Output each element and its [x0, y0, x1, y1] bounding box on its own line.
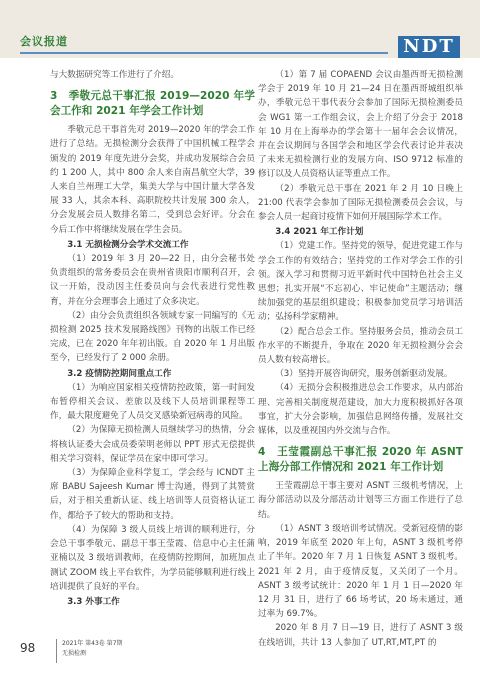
paragraph: 季敬元总干事首先对 2019—2020 年的学会工作进行了总结。无损检测分会获得了中国机械工程学会颁发的 2019 年度先进分会奖，并成功发展综合会员约 1 200 人，其中 800 余人来自南昌航空大学，39 人来自兰州理工大学，集美大学与中国计量大学各发展 33 人，其余本科、高职院校共计发展 300 余人，分会发展会员人数排名第二，受到总会好评。分会在今后工作中将继续发展在学生会员。 [50, 125, 255, 235]
ndt-logo: NDT [398, 36, 460, 58]
paragraph: （1）2019 年 3 月 20—22 日，由分会秘书处负责组织的常务委员会在贵州省贵阳市顺利召开，会议一开始，没动因主任委员向与会代表进行党性教育，并在分会理事会上通过了众多决定。 [50, 254, 255, 307]
paragraph: （2）由分会负责组织各领域专家一同编写的《无损检测 2025 技术发展路线图》刊物的出版工作已经完成，已在 2020 年年初出版。自 2020 年 1 月出版至今，已经发行了 2 000 余册。 [50, 310, 255, 364]
paragraph: （3）为保障企业科学复工，学会经与 ICNDT 主席 BABU Sajeesh Kumar 博士沟通，得到了其赞赏后，对于相关重新认证、线上培训等人员资格认证工作，都给予了较大的帮助和支持。 [50, 468, 255, 521]
right-column [258, 68, 463, 650]
journal-issue: 2021年 第43卷 第7期 [62, 640, 123, 647]
paragraph: 王莹霞副总干事主要对 ASNT 三级机考情况，上海分部活动以及分部活动计划等三方面工作进行了总结。 [258, 481, 463, 520]
paragraph: （1）为响应国家相关疫情防控政策，第一时间发布暂停相关会议、差旅以及线下人员培训课程等工作，最大限度避免了人员交叉感染新冠病毒的风险。 [50, 382, 255, 422]
paragraph: （1）ASNT 3 级培训考试情况。受新冠疫情的影响，2019 年底至 2020 年上旬，ASNT 3 级机考停止了半年。2020 年 7 月 1 日恢复 ASNT 3 级机考。2021 年 2 月，由于疫情反复，又关闭了一个月。ASNT 3 级考试统计：2020 年 1 月 1 日—2020 年 12 月 31 日，进行了 66 场考试，20 场未通过，通过率为 69.7%。 [258, 523, 463, 620]
section-4-title: 4 王莹霞副总干事汇报 2020 年 ASNT 上海分部工作情况和 2021 年工作计划 [258, 446, 463, 474]
section-title: 会议报道 [20, 35, 68, 48]
paragraph: （3）坚持开展咨询研究，服务创新驱动发展。 [275, 369, 453, 380]
intro-text: 与大数据研究等工作进行了介绍。 [50, 70, 179, 80]
paragraph: （2）季敬元总干事在 2021 年 2 月 10 日晚上 21:00 代表学会参加了国际无损检测委员会会议，与参会人员一起商讨疫情下如何开展国际学术工作。 [258, 183, 463, 223]
paragraph: 2020 年 8 月 7 日—19 日，进行了 ASNT 3 级在线培训，共计 13 人参加了 UT,RT,MT,PT 的 [258, 623, 463, 648]
subsection-3-3-title: 3.3 外事工作 [67, 596, 120, 607]
subsection-3-2-title: 3.2 疫情防控期间重点工作 [67, 368, 172, 379]
page-number: 98 [20, 641, 36, 655]
subsection-3-4-title: 3.4 2021 年工作计划 [275, 227, 364, 238]
paragraph: （1）第 7 届 COPAEND 会议由墨西哥无损检测学会于 2019 年 10 月 21—24 日在墨西哥城组织举办，季敬元总干事代表分会参加了国际无损检测委员会 WG1 第一工作组会议，会上介绍了分会于 2018 年 10 月在上海举办的学会第十一届年会会议情况，并在会议期间与各国学会和地区学会代表讨论并表决了未来无损检测行业的发展方向、ISO 9712 标准的修订以及人员资格认证等重点工作。 [258, 70, 463, 180]
header-divider [20, 52, 388, 54]
paragraph: （2）配合总会工作。坚持服务会员，推动会员工作水平的不断提升，争取在 2020 年无损检测分会会员人数有较高增长。 [258, 326, 463, 366]
journal-name: 无损检测 [62, 650, 87, 657]
footer-divider [56, 639, 57, 663]
subsection-3-1-title: 3.1 无损检测分会学术交流工作 [67, 239, 189, 250]
paragraph: （1）党建工作。坚持党的领导，促进党建工作与学会工作的有效结合；坚持党的工作对学会工作的引领。深入学习和贯彻习近平新时代中国特色社会主义思想；扎实开展“不忘初心、牢记使命”主题活动；继续加强党的基层组织建设；积极参加党员学习培训活动；弘扬科学家精神。 [258, 241, 463, 323]
paragraph: （4）为保障 3 级人员线上培训的顺利进行，分会总干事季敬元、副总干事王莹霞、信息中心主任蒲亚楠以及 3 级培训教师，在疫情防控期间，加班加点测试 ZOOM 线上平台软件，为学员能够顺利进行线上培训提供了良好的平台。 [50, 524, 255, 592]
section-3-title: 3 季敬元总干事汇报 2019—2020 年学会工作和 2021 年学会工作计划 [50, 90, 255, 118]
journal-info [62, 639, 123, 659]
paragraph: （4）无损分会积极推进总会工作要求，从内部治理、完善相关制度规范建设，加大力度积极抓好各项事宜，扩大分会影响，加强信息网络传播，发展社交媒体，以及重视国内外交流与合作。 [258, 383, 463, 437]
left-column [50, 68, 255, 609]
paragraph: （2）为保障无损检测人员继续学习的热情，分会将核认证委大会成员委荣明老师以 PPT 形式无偿提供相关学习资料，保证学员在家中即可学习。 [50, 425, 255, 464]
